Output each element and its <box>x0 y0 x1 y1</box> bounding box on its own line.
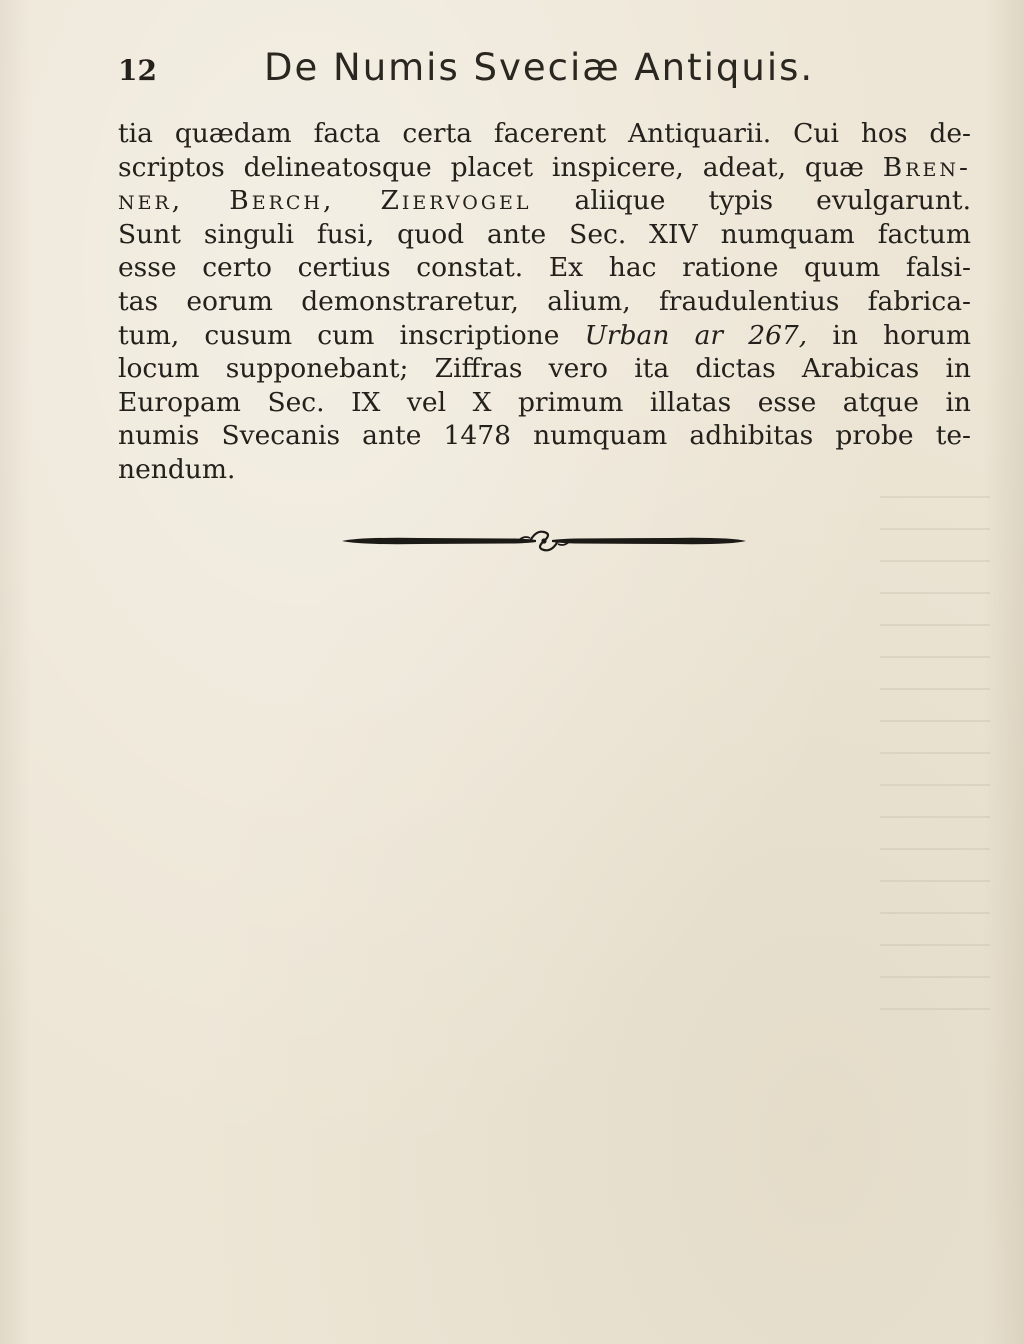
text-line <box>118 419 971 453</box>
running-head <box>118 46 838 90</box>
text-segment: Europam Sec. IX vel X primum illatas esse atque in <box>118 386 971 418</box>
text-line <box>118 285 971 319</box>
text-segment: aliique typis evulgarunt. <box>574 185 972 217</box>
text-segment: esse certo certius constat. Ex hac ratione quum falsi- <box>118 252 971 284</box>
text-line <box>118 319 971 353</box>
text-segment: Sunt singuli fusi, quod ante Sec. XIV numquam factum <box>118 218 971 250</box>
page-title: De Numis Sveciæ Antiquis. <box>264 46 815 89</box>
page-number: 12 <box>118 54 157 87</box>
body-text <box>118 117 971 487</box>
inscription-text: Urban ar 267, <box>584 319 808 351</box>
text-line <box>118 151 971 185</box>
text-line <box>118 352 971 386</box>
center-dot <box>541 538 546 543</box>
rule-right <box>552 538 746 544</box>
text-line <box>118 184 971 218</box>
text-line <box>118 218 971 252</box>
text-line <box>118 386 971 420</box>
decorative-rule-ornament <box>340 526 748 556</box>
author-names: ner, Berch, Ziervogel <box>118 185 532 217</box>
text-segment: in horum <box>832 319 971 351</box>
text-segment: numis Svecanis ante 1478 numquam adhibitas probe te- <box>118 420 971 452</box>
text-segment: nendum. <box>118 453 236 485</box>
text-line <box>118 453 971 487</box>
show-through-texture <box>880 470 990 1010</box>
text-segment: locum supponebant; Ziffras vero ita dictas Arabicas in <box>118 353 971 385</box>
text-segment: tas eorum demonstraretur, alium, fraudulentius fabrica- <box>118 285 971 317</box>
rule-left <box>342 538 536 544</box>
text-line <box>118 251 971 285</box>
text-segment: tia quædam facta certa facerent Antiquarii. Cui hos de- <box>118 118 971 149</box>
text-segment: tum, cusum cum inscriptione <box>118 319 560 351</box>
author-name: Bren- <box>882 151 971 183</box>
text-line <box>118 117 971 151</box>
text-segment: scriptos delineatosque placet inspicere, adeat, quæ <box>118 151 864 183</box>
